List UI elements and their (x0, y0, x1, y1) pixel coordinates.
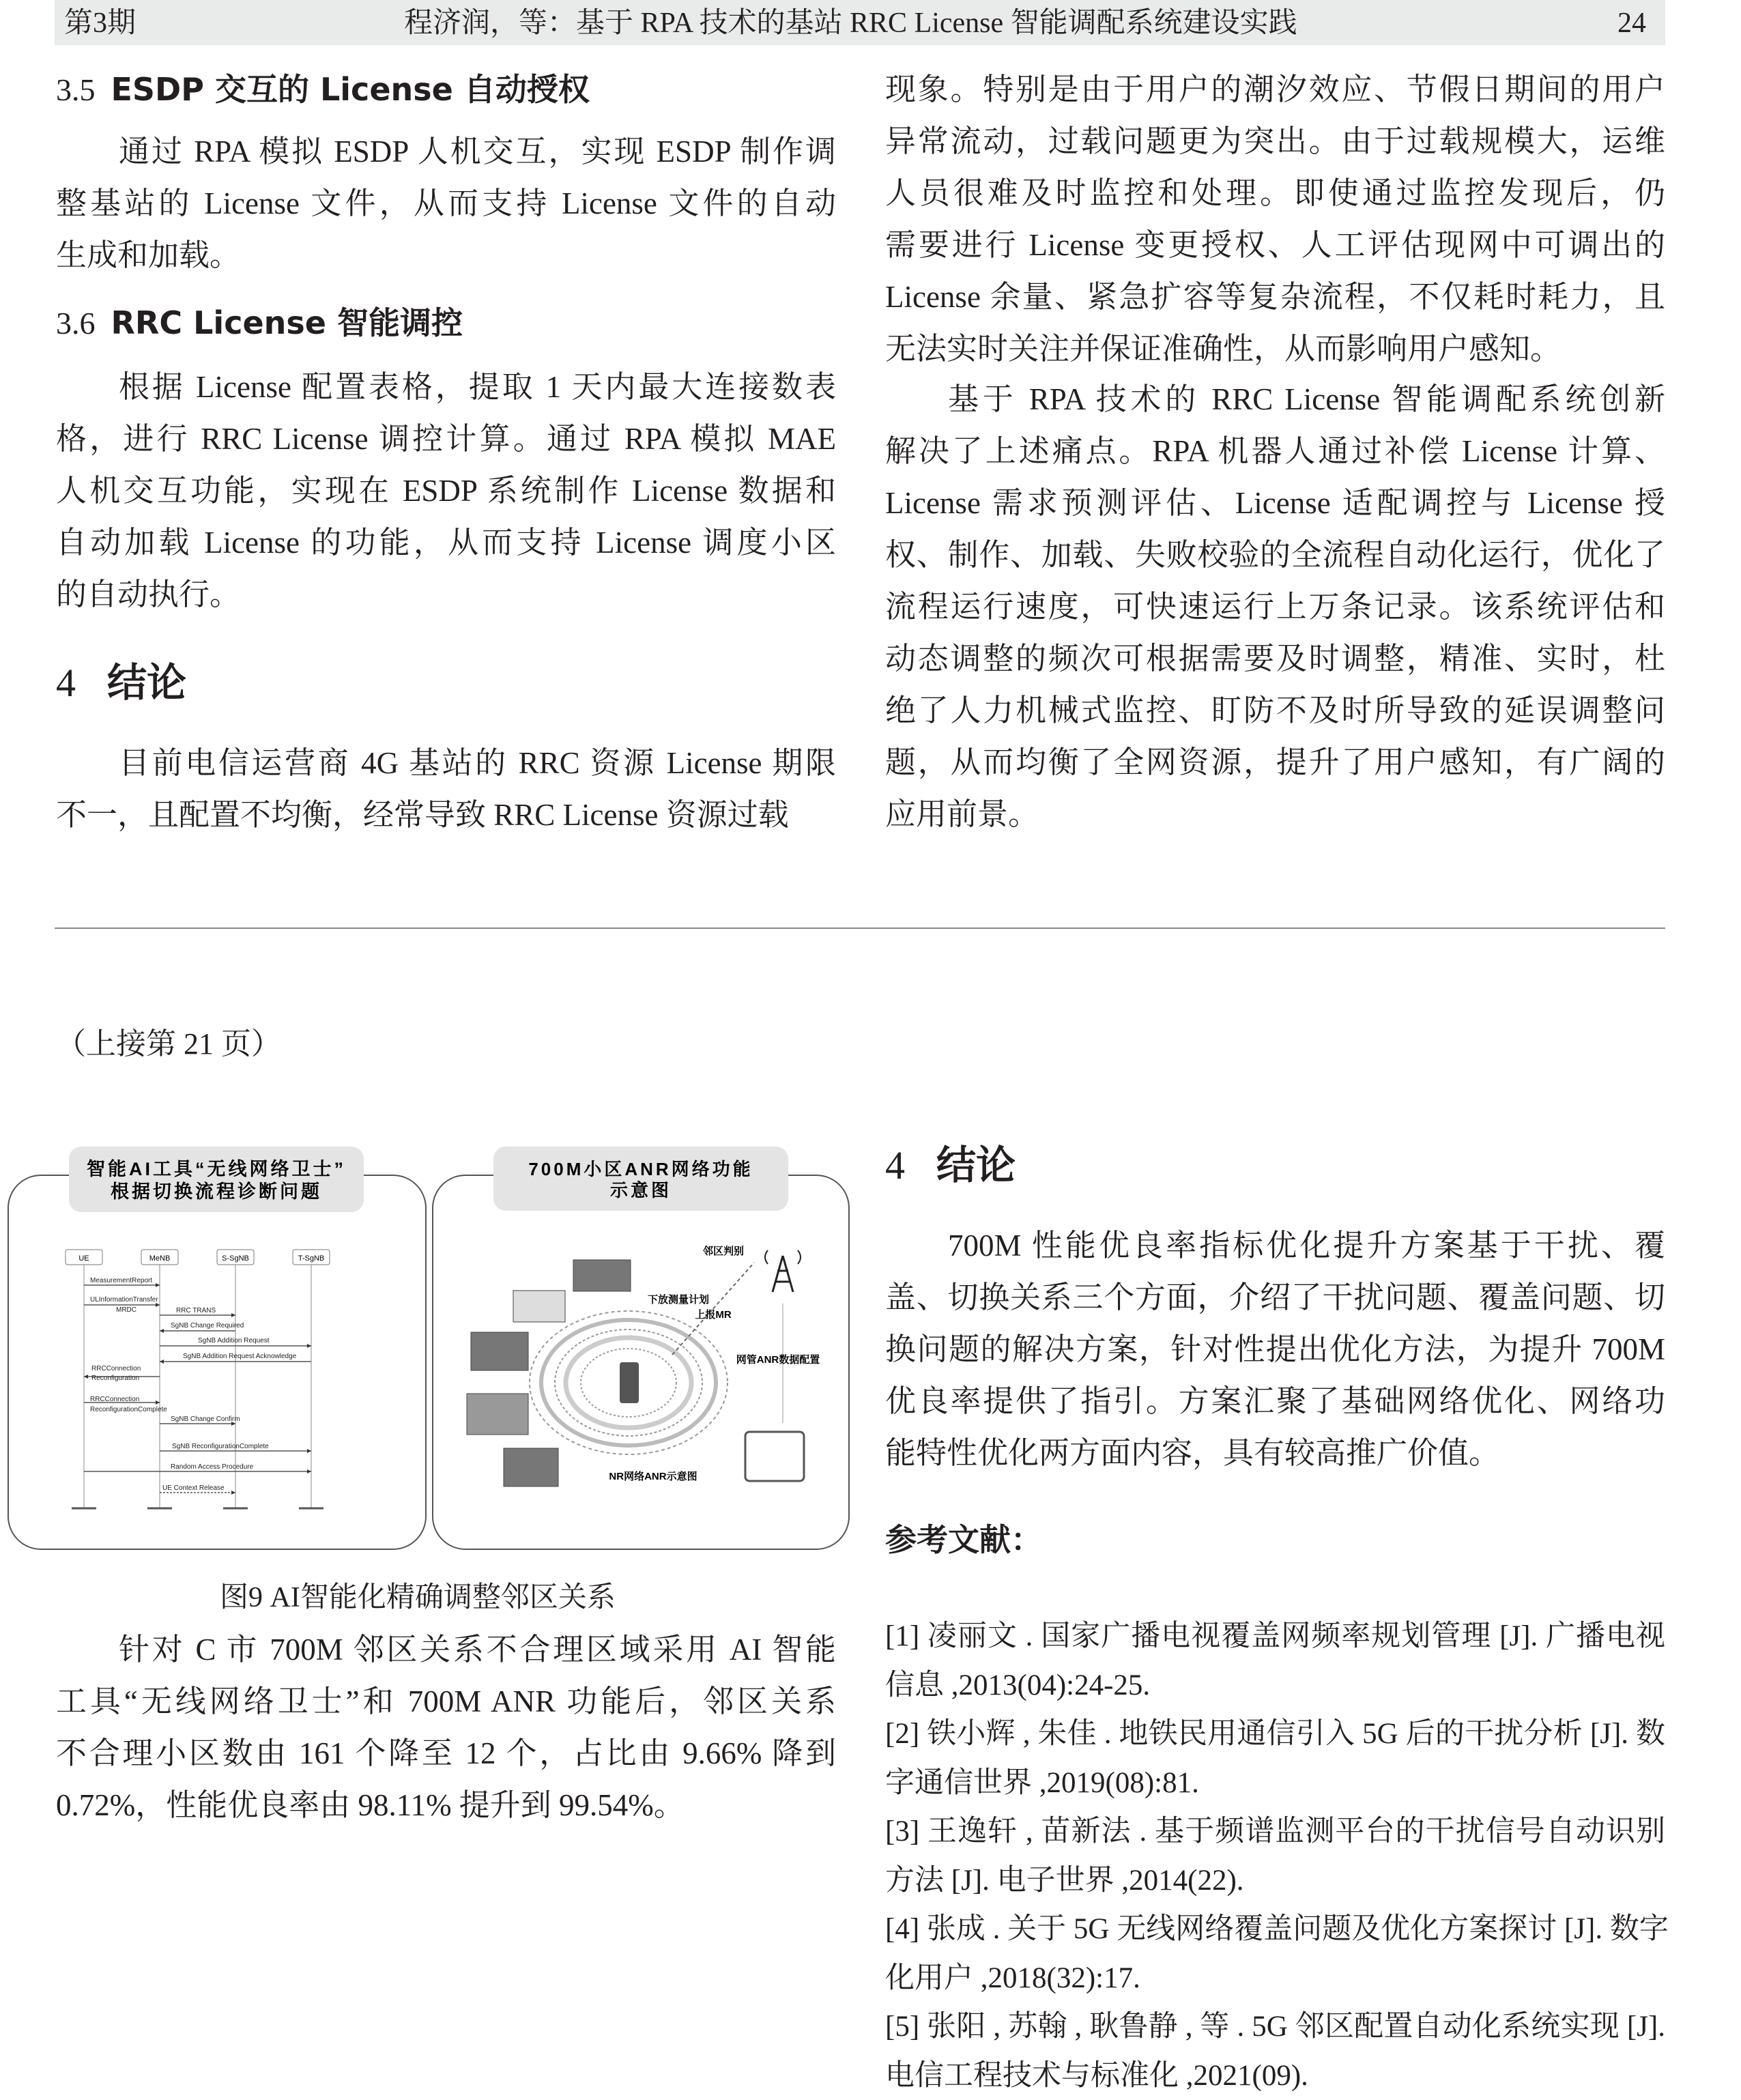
text-line: 生成和加载。 (56, 229, 836, 281)
paragraph-conclusion-cont (885, 63, 1665, 375)
text-line: 根据 License 配置表格，提取 1 天内最大连接数表 (56, 361, 836, 413)
text-line: 人机交互功能，实现在 ESDP 系统制作 License 数据和 (56, 465, 836, 517)
figure-9 (0, 1133, 860, 1563)
section-title: 结论 (936, 1142, 1016, 1188)
message-label: RRCConnection (90, 1396, 139, 1403)
section-heading-3-6 (56, 297, 463, 349)
paragraph-3-6 (56, 361, 836, 620)
text-line: 不一，且配置不均衡，经常导致 RRC License 资源过载 (56, 789, 836, 841)
reference-line: 电信工程技术与标准化 ,2021(09). (885, 2052, 1665, 2100)
section-heading-3-5 (56, 63, 590, 116)
section-heading-4-conclusion (56, 655, 186, 710)
text-line: 流程运行速度，可快速运行上万条记录。该系统评估和 (885, 581, 1665, 633)
references-heading: 参考文献： (885, 1514, 1042, 1566)
reference-line: [4] 张成 . 关于 5G 无线网络覆盖问题及优化方案探讨 [J]. 数字 (885, 1905, 1665, 1954)
text-line: 动态调整的频次可根据需要及时调整，精准、实时，杜 (885, 633, 1665, 685)
reference-line: [3] 王逸轩 , 苗新法 . 基于频谱监测平台的干扰信号自动识别 (885, 1807, 1665, 1856)
text-line: 换问题的解决方案，针对性提出优化方法，为提升 700M (885, 1323, 1665, 1375)
page-number: 24 (1617, 7, 1646, 40)
reference-line: 字通信世界 ,2019(08):81. (885, 1759, 1665, 1808)
paragraph-conclusion-b (885, 1220, 1665, 1479)
text-line: 不合理小区数由 161 个降至 12 个，占比由 9.66% 降到 (56, 1727, 836, 1779)
paragraph-conclusion-start (56, 737, 836, 841)
right-panel (433, 1147, 849, 1549)
text-line: 工具“无线网络卫士”和 700M ANR 功能后，邻区关系 (56, 1675, 836, 1727)
message-label: RRC TRANS (176, 1307, 216, 1314)
figure-caption: 图9 AI智能化精确调整邻区关系 (220, 1572, 616, 1624)
reference-line: 化用户 ,2018(32):17. (885, 1954, 1665, 2003)
reference-line: [2] 铁小辉 , 朱佳 . 地铁民用通信引入 5G 后的干扰分析 [J]. 数 (885, 1710, 1665, 1759)
right-panel-title-line2: 示意图 (610, 1180, 672, 1200)
paragraph-conclusion-rpa (885, 373, 1665, 840)
lifeline-label: S-SgNB (222, 1254, 249, 1263)
section-number: 4 (56, 661, 76, 705)
paragraph-results (56, 1624, 836, 1831)
phone-icon (620, 1362, 639, 1403)
text-line: 绝了人力机械式监控、盯防不及时所导致的延误调整问 (885, 685, 1665, 736)
message-label: Reconfiguration (91, 1375, 139, 1382)
label-nr-anr-diagram: NR网络ANR示意图 (609, 1470, 697, 1482)
text-line: 异常流动，过载问题更为突出。由于过载规模大，运维 (885, 115, 1665, 167)
text-line: 基于 RPA 技术的 RRC License 智能调配系统创新 (885, 373, 1665, 425)
section-title: RRC License 智能调控 (111, 304, 463, 341)
references-list (885, 1612, 1665, 2100)
message-label: SgNB ReconfigurationComplete (172, 1443, 269, 1450)
text-line: 应用前景。 (885, 788, 1665, 840)
text-line: 能特性优化两方面内容，具有较高推广价值。 (885, 1427, 1665, 1479)
lifeline-label: MeNB (149, 1254, 171, 1263)
article-divider (55, 927, 1665, 929)
section-number: 3.5 (56, 72, 96, 107)
text-line: 优良率提供了指引。方案汇聚了基础网络优化、网络功 (885, 1375, 1665, 1427)
reference-line: 方法 [J]. 电子世界 ,2014(22). (885, 1856, 1665, 1905)
message-label: MeasurementReport (90, 1277, 152, 1284)
label-measurement-plan: 下放测量计划 (648, 1293, 709, 1306)
text-line: 需要进行 License 变更授权、人工评估现网中可调出的 (885, 219, 1665, 271)
section-title: ESDP 交互的 License 自动授权 (111, 71, 590, 108)
message-label: MRDC (116, 1306, 136, 1314)
message-label: SgNB Change Confirm (171, 1415, 240, 1423)
paragraph-3-5 (56, 126, 836, 281)
text-line: 题，从而均衡了全网资源，提升了用户感知，有广阔的 (885, 736, 1665, 788)
label-nms-anr-config: 网管ANR数据配置 (736, 1353, 820, 1366)
text-line: 盖、切换关系三个方面，介绍了干扰问题、覆盖问题、切 (885, 1271, 1665, 1323)
running-title: 程济润，等：基于 RPA 技术的基站 RRC License 智能调配系统建设实践 (404, 7, 1297, 40)
label-report-mr: 上报MR (695, 1308, 731, 1321)
right-panel-title-line1: 700M小区ANR网络功能 (528, 1159, 753, 1179)
text-line: 无法实时关注并保证准确性，从而影响用户感知。 (885, 323, 1665, 375)
section-title: 结论 (107, 659, 186, 706)
message-label: RRCConnection (91, 1365, 141, 1372)
running-header (55, 0, 1665, 45)
message-label: SgNB Addition Request (198, 1337, 270, 1344)
text-line: 人员很难及时监控和处理。即使通过监控发现后，仍 (885, 167, 1665, 219)
message-label: UE Context Release (162, 1484, 225, 1492)
text-line: 权、制作、加载、失败校验的全流程自动化运行，优化了 (885, 529, 1665, 581)
text-line: 现象。特别是由于用户的潮汐效应、节假日期间的用户 (885, 63, 1665, 115)
issue-number: 第3期 (64, 7, 136, 40)
label-neighbor-decision: 邻区判别 (702, 1245, 744, 1257)
left-panel-title-line1: 智能AI工具“无线网络卫士” (87, 1158, 346, 1179)
message-label: Random Access Procedure (171, 1463, 254, 1471)
text-line: 针对 C 市 700M 邻区关系不合理区域采用 AI 智能 (56, 1624, 836, 1675)
text-line: 目前电信运营商 4G 基站的 RRC 资源 License 期限 (56, 737, 836, 789)
text-line: 0.72%，性能优良率由 98.11% 提升到 99.54%。 (56, 1779, 836, 1831)
text-line: 700M 性能优良率指标优化提升方案基于干扰、覆 (885, 1220, 1665, 1271)
text-line: 格，进行 RRC License 调控计算。通过 RPA 模拟 MAE (56, 413, 836, 465)
figure-9-graphic (0, 1133, 860, 1563)
reference-line: 信息 ,2013(04):24-25. (885, 1661, 1665, 1710)
continued-note: （上接第 21 页） (56, 1018, 281, 1070)
reference-line: [5] 张阳 , 苏翰 , 耿鲁静 , 等 . 5G 邻区配置自动化系统实现 [J]. (885, 2002, 1665, 2052)
text-line: 解决了上述痛点。RPA 机器人通过补偿 License 计算、 (885, 425, 1665, 477)
text-line: License 需求预测评估、License 适配调控与 License 授 (885, 477, 1665, 529)
left-panel-title-line2: 根据切换流程诊断问题 (111, 1181, 322, 1202)
section-heading-4-conclusion-b (885, 1138, 1016, 1193)
message-label: SgNB Change Required (171, 1322, 244, 1329)
text-line: License 余量、紧急扩容等复杂流程，不仅耗时耗力，且 (885, 271, 1665, 323)
text-line: 通过 RPA 模拟 ESDP 人机交互，实现 ESDP 制作调 (56, 126, 836, 177)
section-number: 4 (885, 1143, 905, 1188)
message-label: ULInformationTransfer (90, 1296, 158, 1304)
lifeline-label: T-SgNB (298, 1254, 325, 1263)
lifeline-label: UE (78, 1254, 89, 1263)
left-panel (8, 1147, 426, 1549)
reference-line: [1] 凌丽文 . 国家广播电视覆盖网频率规划管理 [J]. 广播电视 (885, 1612, 1665, 1661)
text-line: 自动加载 License 的功能，从而支持 License 调度小区 (56, 517, 836, 569)
monitor-icon (745, 1432, 804, 1481)
text-line: 整基站的 License 文件，从而支持 License 文件的自动 (56, 177, 836, 229)
section-number: 3.6 (56, 306, 96, 341)
message-label: ReconfigurationComplete (90, 1406, 167, 1413)
message-label: SgNB Addition Request Acknowledge (183, 1353, 297, 1360)
text-line: 的自动执行。 (56, 569, 836, 620)
